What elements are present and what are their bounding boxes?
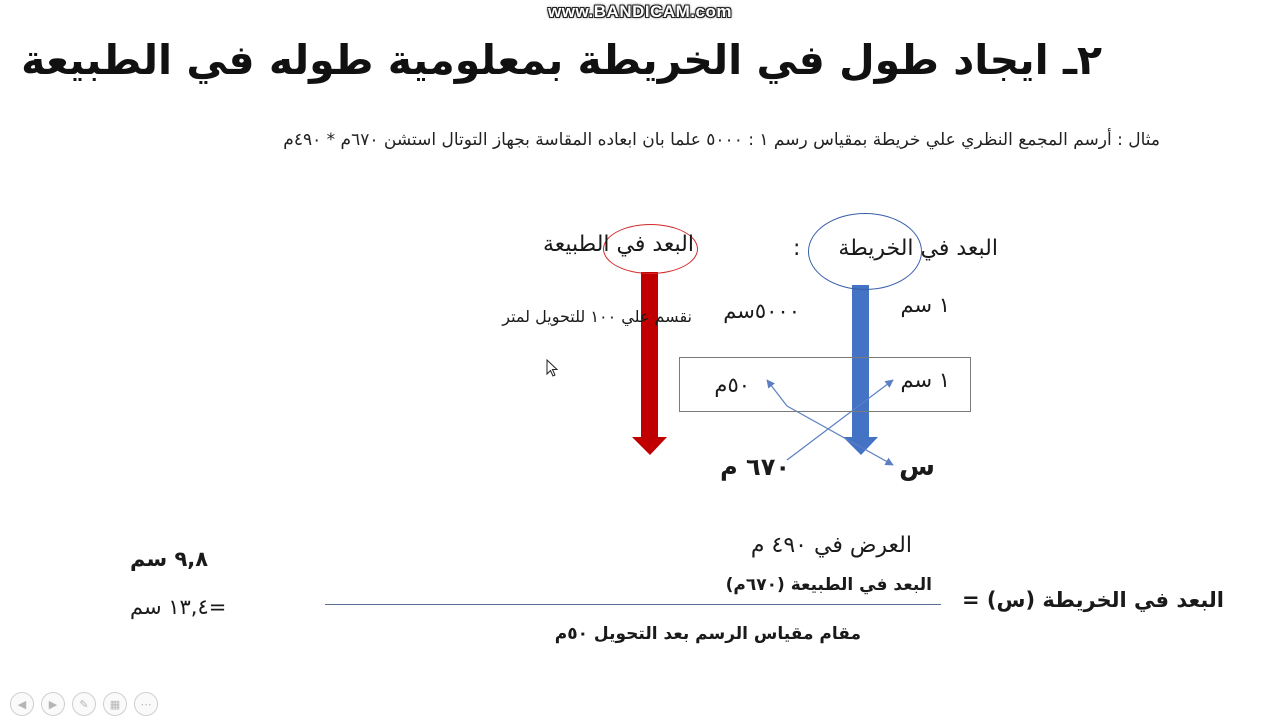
fraction-denominator: مقام مقياس الرسم بعد التحويل ٥٠م [554,624,861,644]
row1-map-value: ١ سم [900,293,950,317]
more-icon[interactable]: ⋯ [134,692,158,716]
row2-map-value: ١ سم [900,368,950,392]
header-separator: : [793,236,801,261]
mouse-cursor-icon [546,359,558,377]
pen-icon[interactable]: ✎ [72,692,96,716]
previous-icon[interactable]: ◀ [10,692,34,716]
width-note: العرض في ٤٩٠ م [750,533,912,558]
equation-left-side: البعد في الخريطة (س) = [961,588,1224,612]
watermark: www.BANDICAM.com [548,2,732,21]
row3-nature-value: ٦٧٠ م [720,453,790,481]
next-icon[interactable]: ▶ [41,692,65,716]
page-title: ٢ـ ايجاد طول في الخريطة بمعلومية طوله في الطبيعة [21,36,1102,84]
row1-nature-value: ٥٠٠٠سم [723,299,800,323]
example-statement: مثال : أرسم المجمع النظري علي خريطة بمقياس رسم ١ : ٥٠٠٠ علما بان ابعاده المقاسة بجهاز التوتال استشن ٦٧٠م * ٤٩٠م [283,130,1160,150]
slideshow-toolbar [10,692,158,716]
fraction-bar [325,604,941,605]
conversion-note: نقسم علي ١٠٠ للتحويل لمتر [502,307,692,326]
result-length: =١٣,٤ سم [130,595,227,619]
nature-down-arrow [632,272,667,455]
grid-icon[interactable]: ▦ [103,692,127,716]
header-map-distance: البعد في الخريطة [838,236,998,261]
row2-nature-value: ٥٠م [714,373,750,397]
result-width: ٩,٨ سم [130,547,209,571]
header-nature-distance: البعد في الطبيعة [542,232,694,257]
fraction-numerator: البعد في الطبيعة (٦٧٠م) [725,575,932,595]
cross-arrow-2b [787,406,893,465]
row3-unknown-value: س [899,452,935,482]
